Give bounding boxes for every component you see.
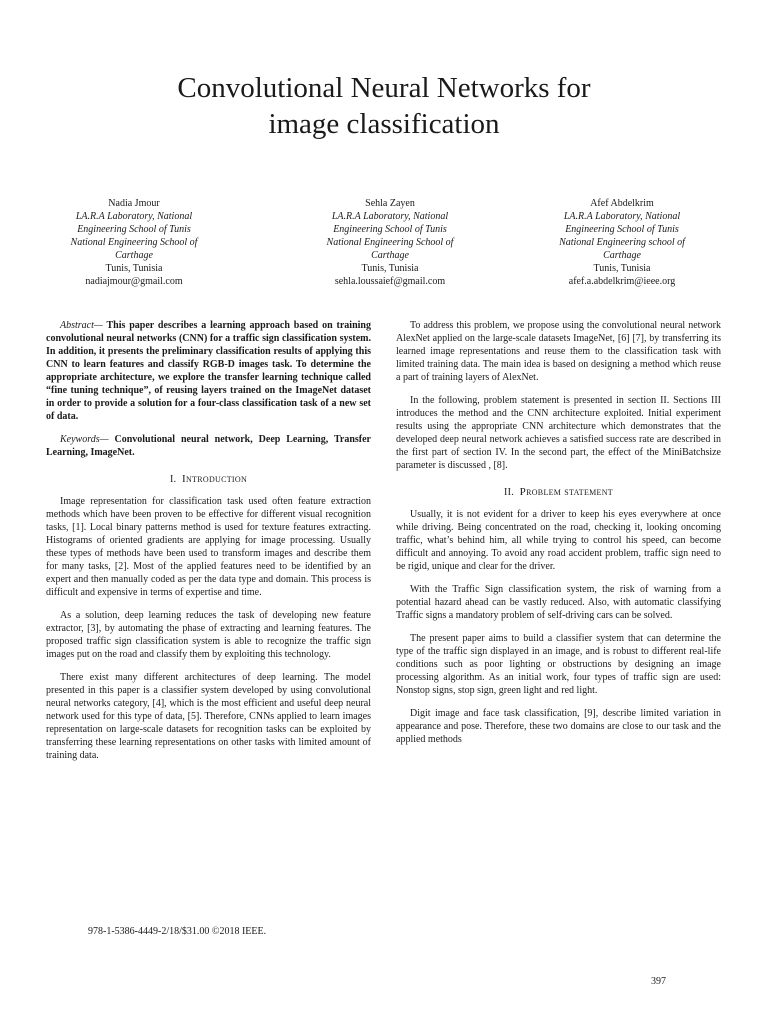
section-number: I. <box>169 474 177 485</box>
abstract-label: Abstract— <box>60 320 103 331</box>
author-block <box>34 197 234 288</box>
author-name: Sehla Zayen <box>365 198 415 209</box>
author-block <box>290 197 490 288</box>
section-title: Introduction <box>182 473 248 485</box>
author-affiliation: Engineering School of Tunis <box>333 224 447 235</box>
author-city: Tunis, Tunisia <box>593 263 651 274</box>
author-city: Tunis, Tunisia <box>361 263 419 274</box>
keywords-text: Convolutional neural network, Deep Learning, Transfer Learning, ImageNet. <box>46 434 371 458</box>
paragraph: To address this problem, we propose using the convolutional neural network AlexNet applied on the large-scale datasets ImageNet, [6] [7], by transferring its learned image representations and reuse them to the classification task with limited training data. The main idea is based on designing a method which reuse a part of training layers of AlexNet. <box>396 320 721 383</box>
author-affiliation: Engineering School of Tunis <box>77 224 191 235</box>
keywords <box>46 433 371 459</box>
paper-title-line-1: Convolutional Neural Networks for <box>177 72 591 104</box>
paper-title <box>0 70 768 142</box>
abstract-text: This paper describes a learning approach based on training convolutional neural networks (CNN) for a traffic sign classification system. In addition, it presents the preliminary classification results of applying this CNN to learn features and classify RGB-D images task. To determine the appropriate architecture, we explore the transfer learning technique called “fine tuning technique”, of reusing layers trained on the ImageNet dataset in order to provide a solution for a four-class classification task of a new set of data. <box>46 320 371 422</box>
author-name: Afef Abdelkrim <box>590 198 654 209</box>
author-affiliation: National Engineering School of <box>70 237 198 248</box>
keywords-label: Keywords— <box>60 434 109 445</box>
author-email: afef.a.abdelkrim@ieee.org <box>568 276 676 287</box>
author-affiliation: Engineering School of Tunis <box>565 224 679 235</box>
author-affiliation: National Engineering school of <box>559 237 685 248</box>
section-title: Problem statement <box>519 486 613 498</box>
right-column <box>396 319 721 756</box>
author-name: Nadia Jmour <box>108 198 160 209</box>
author-city: Tunis, Tunisia <box>105 263 163 274</box>
paragraph: Usually, it is not evident for a driver to keep his eyes everywhere at once while driving. Being concentrated on the road, checking it, looking oncoming traffic, what’s behind him, all while trying to control his speed, can become difficult and annoying. To avoid any road accident problem, traffic sign need to be rigid, unique and clear for the driver. <box>396 509 721 572</box>
author-affiliation: Carthage <box>603 250 641 261</box>
section-heading-problem-statement <box>396 486 721 499</box>
author-affiliation: LA.R.A Laboratory, National <box>331 211 449 222</box>
left-column <box>46 319 371 772</box>
author-email: sehla.loussaief@gmail.com <box>334 276 446 287</box>
author-affiliation: LA.R.A Laboratory, National <box>563 211 681 222</box>
page-number: 397 <box>651 976 666 987</box>
paragraph: Image representation for classification task used often feature extraction methods which have been proven to be effective for different visual recognition tasks, [1]. Local binary patterns method is used for texture features extracting. Histograms of oriented gradients are applying for image processing. Usually these types of methods have been used to transform images and describe them for many tasks, [2]. Most of the applied features need to be identified by an expert and then manually coded as per the data type and domain. This process is difficult and expensive in terms of expertise and time. <box>46 496 371 598</box>
abstract <box>46 319 371 423</box>
author-affiliation: Carthage <box>371 250 409 261</box>
paragraph: There exist many different architectures of deep learning. The model presented in this paper is a classifier system developed by using convolutional neural networks category, [4], which is the most efficient and useful deep neural network used for this type of data, [5]. Therefore, CNNs applied to learn images representation on large-scale datasets for recognition tasks can be exploited by transferring these learning representations on other tasks with limited amount of training data. <box>46 672 371 761</box>
paragraph: As a solution, deep learning reduces the task of developing new feature extractor, [3], by automating the phase of extracting and learning features. The proposed traffic sign classification system is able to recognize the traffic sign images put on the road and classify them by exploiting this technology. <box>46 610 371 660</box>
paper-title-line-2: image classification <box>268 108 500 140</box>
paragraph: With the Traffic Sign classification system, the risk of warning from a potential hazard ahead can be vastly reduced. Also, with automatic classifying Traffic signs a mandatory problem of self-driving cars can be solved. <box>396 584 721 621</box>
paragraph: In the following, problem statement is presented in section II. Sections III introduces the method and the CNN architecture exploited. Initial experiment results using the appropriate CNN architecture which demonstrates that the developed deep neural network achieves a satisfied success rate are described in the first part of section IV. In the second part, the effect of the MiniBatchsize parameter is discussed , [8]. <box>396 395 721 471</box>
author-affiliation: LA.R.A Laboratory, National <box>75 211 193 222</box>
author-email: nadiajmour@gmail.com <box>85 276 183 287</box>
author-affiliation: National Engineering School of <box>326 237 454 248</box>
paragraph: Digit image and face task classification, [9], describe limited variation in appearance and pose. Therefore, these two domains are close to our task and the applied methods <box>396 708 721 745</box>
author-affiliation: Carthage <box>115 250 153 261</box>
section-number: II. <box>504 487 515 498</box>
section-heading-introduction <box>46 473 371 486</box>
paragraph: The present paper aims to build a classifier system that can determine the type of the traffic sign displayed in an image, and is robust to different real-life conditions such as poor lighting or obstructions by designing an image processing algorithm. As an initial work, four types of traffic sign are used: Nonstop signs, stop sign, green light and red light. <box>396 633 721 696</box>
author-block <box>522 197 722 288</box>
copyright-notice: 978-1-5386-4449-2/18/$31.00 ©2018 IEEE. <box>88 926 267 937</box>
